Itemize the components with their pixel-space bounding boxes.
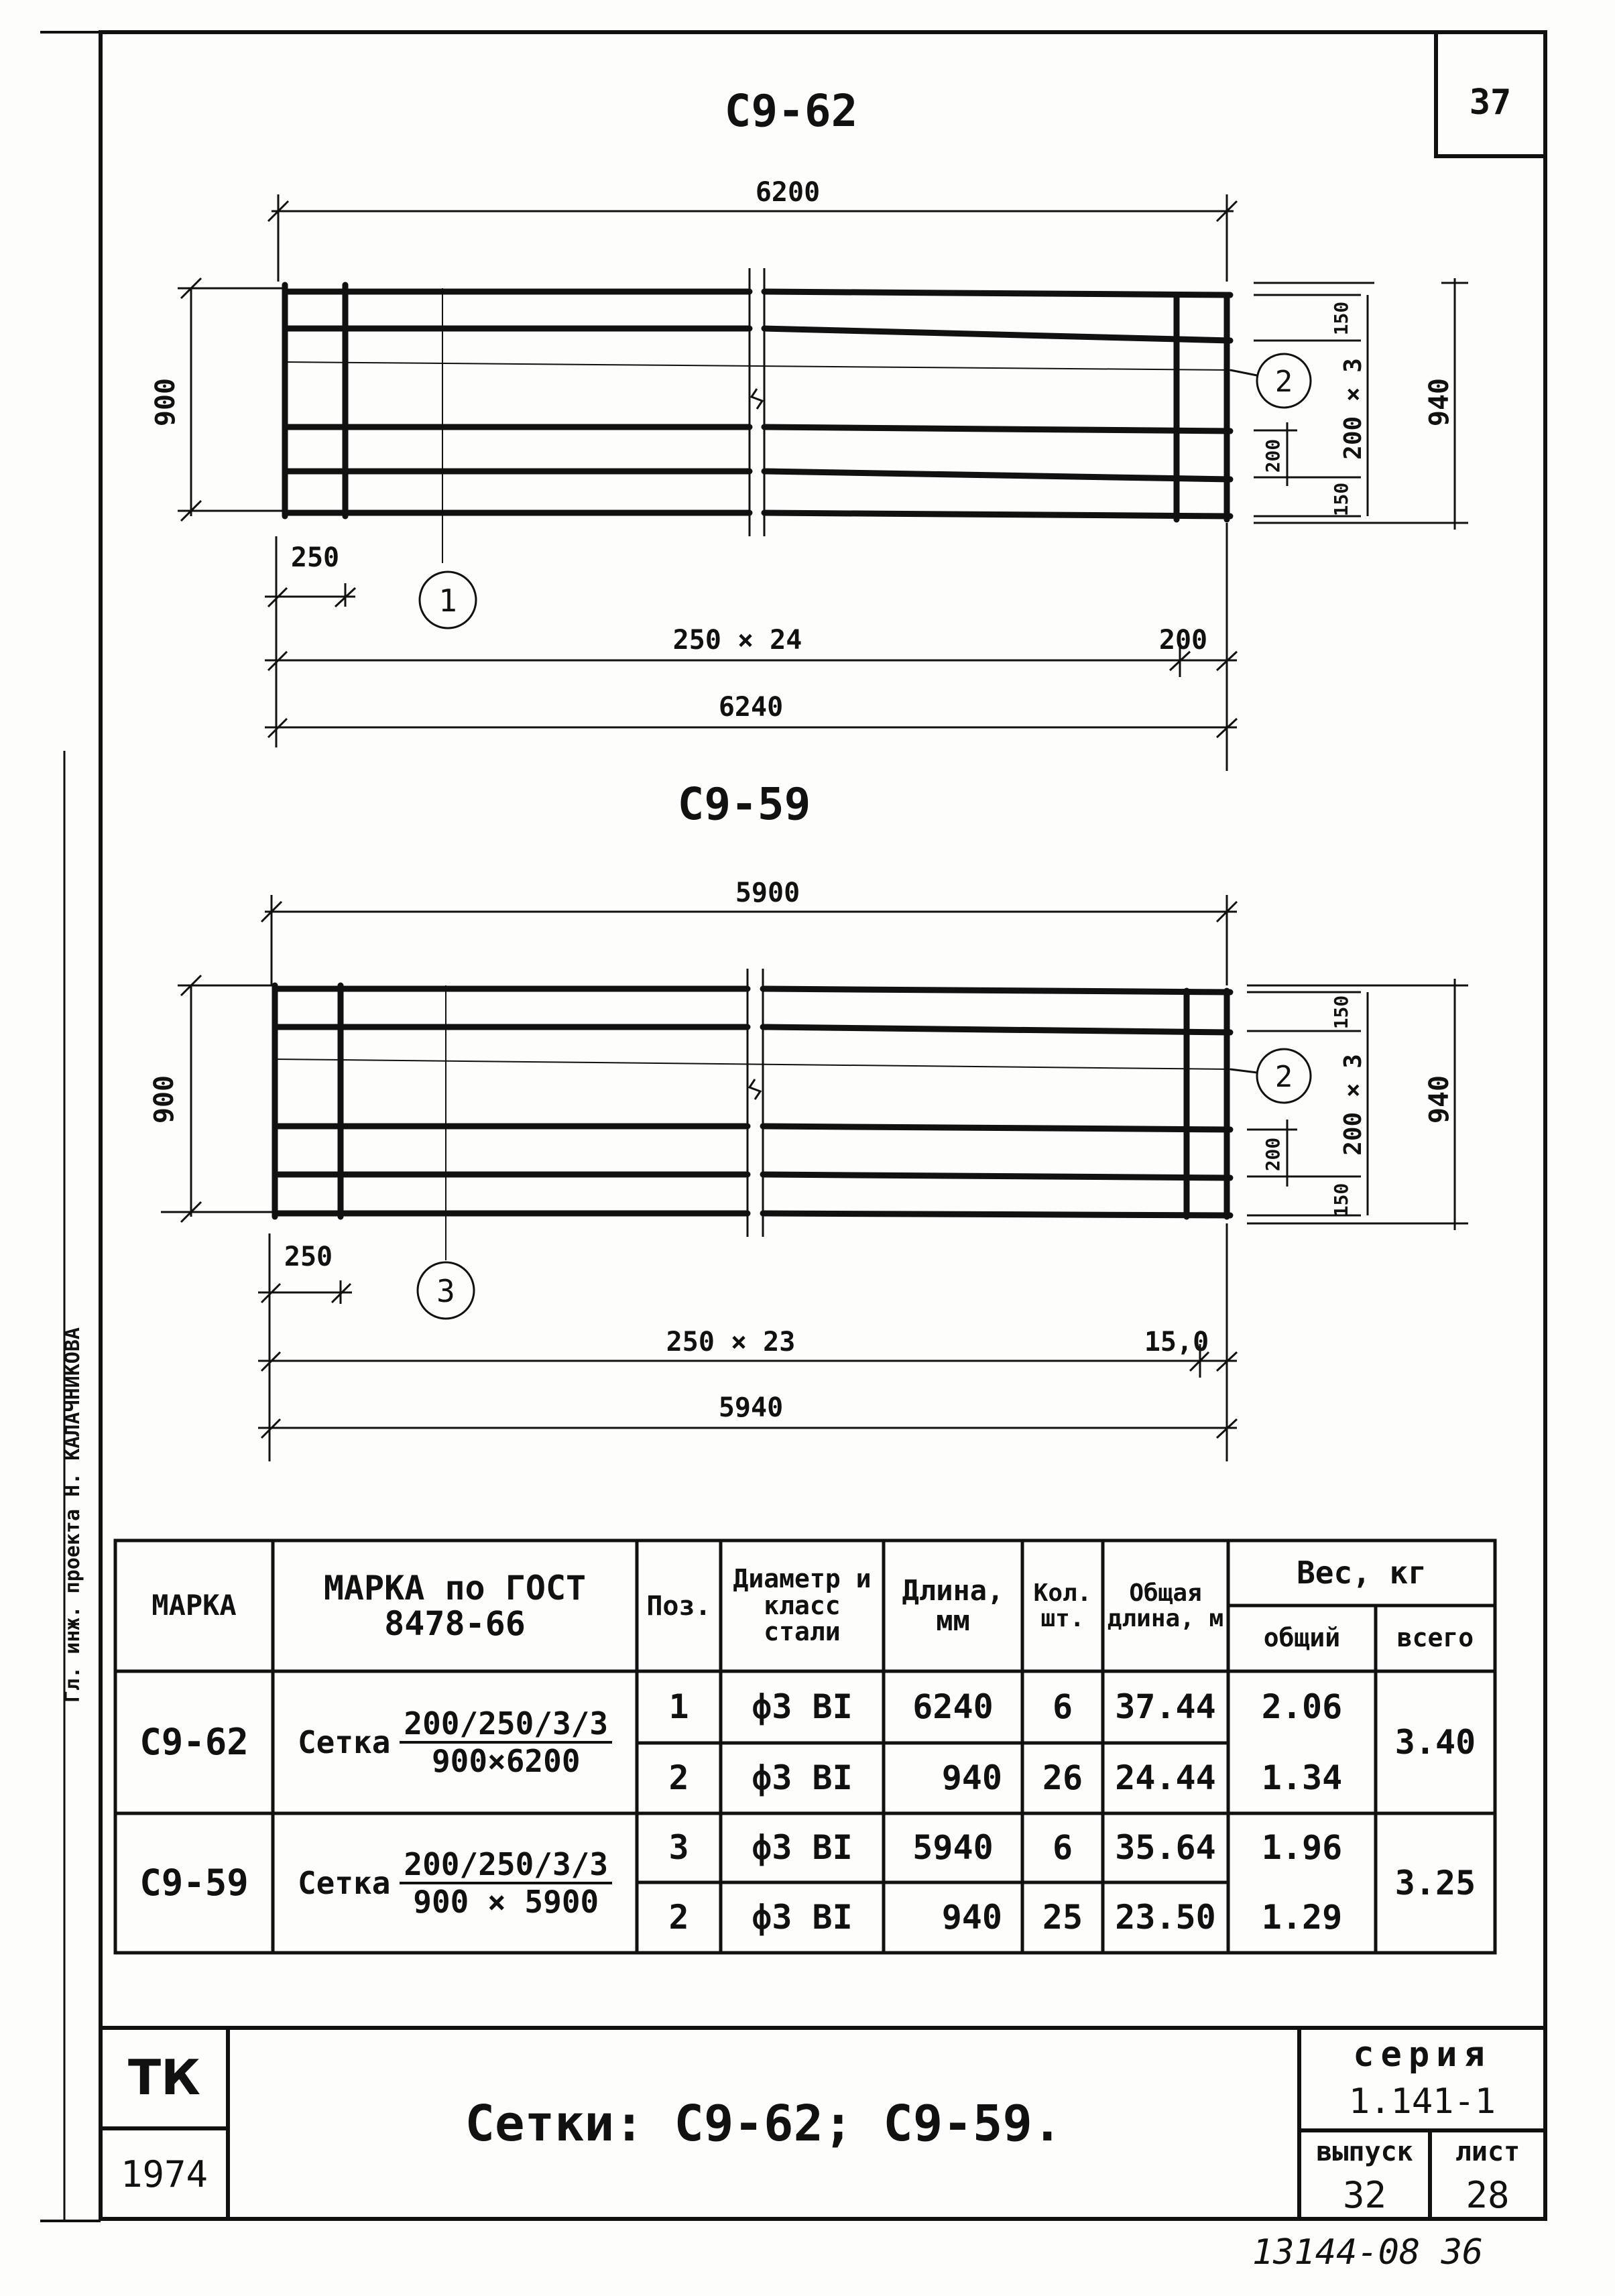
step-left: 250 xyxy=(290,542,340,573)
drawing-title: С9-59 xyxy=(677,778,811,830)
cell-length: 940 xyxy=(941,1898,1002,1937)
stamp-title: Сетки: С9-62; С9-59. xyxy=(465,2095,1063,2153)
fraction-numerator: 200/250/3/3 xyxy=(400,1707,612,1744)
cell-total-length: 35.64 xyxy=(1115,1828,1216,1868)
right-dim-200: 200 xyxy=(1262,1137,1284,1172)
cell-length: 5940 xyxy=(912,1828,994,1868)
header-weight-total: общий xyxy=(1263,1623,1341,1653)
cell-diameter: ф3 ВI xyxy=(752,1758,853,1798)
right-dim-bottom: 150 xyxy=(1330,1183,1352,1217)
stamp-issue-label: выпуск xyxy=(1316,2136,1413,2167)
row-product xyxy=(273,1671,637,1813)
side-note: Гл. инж. проекта Н. КАЛАЧНИКОВА xyxy=(61,1327,84,1703)
stamp-series-value: 1.141-1 xyxy=(1348,2081,1496,2122)
cell-length: 940 xyxy=(941,1758,1002,1798)
cell-diameter: ф3 ВI xyxy=(752,1828,853,1868)
fraction-numerator: 200/250/3/3 xyxy=(400,1848,612,1884)
cell-pos: 1 xyxy=(668,1687,689,1727)
stamp-series-label: серия xyxy=(1353,2034,1492,2075)
header-length: Длина, мм xyxy=(902,1574,1004,1637)
mesh-drawing-c9-59 xyxy=(149,778,1468,1461)
position-label-3: 3 xyxy=(436,1273,455,1309)
header-weight: Вес, кг xyxy=(1297,1555,1427,1591)
stamp-year: 1974 xyxy=(120,2153,208,2195)
cell-diameter: ф3 ВI xyxy=(752,1687,853,1727)
overall-length-bottom: 5940 xyxy=(718,1392,784,1423)
cell-length: 6240 xyxy=(912,1687,994,1727)
overall-length-top: 5900 xyxy=(735,878,800,908)
position-label-2: 2 xyxy=(1274,1060,1293,1094)
cell-total-weight: 3.40 xyxy=(1394,1722,1476,1762)
row-marka: С9-59 xyxy=(139,1861,249,1904)
position-label-1: 1 xyxy=(438,583,457,619)
footer-note: 13144-08 36 xyxy=(1252,2232,1484,2273)
right-dim-step: 200 × 3 xyxy=(1339,358,1367,460)
height-right: 940 xyxy=(1424,1075,1455,1124)
product-fraction xyxy=(400,1848,612,1919)
header-diameter: Диаметр и класс стали xyxy=(733,1563,872,1647)
fraction-denominator: 900 × 5900 xyxy=(413,1884,599,1920)
header-total-length: Общая длина, м xyxy=(1107,1579,1224,1632)
sheet-number: 37 xyxy=(1469,82,1512,123)
stamp-issue-value: 32 xyxy=(1342,2173,1387,2216)
fraction-denominator: 900×6200 xyxy=(431,1743,581,1779)
header-pos: Поз. xyxy=(646,1590,711,1622)
stamp-sheet-label: лист xyxy=(1455,2136,1520,2167)
height-left: 900 xyxy=(150,377,181,427)
stamp-sheet-value: 28 xyxy=(1466,2173,1510,2216)
right-dim-top: 150 xyxy=(1330,301,1352,336)
cell-total-length: 24.44 xyxy=(1115,1758,1216,1798)
cell-weight: 1.96 xyxy=(1261,1828,1343,1868)
end-dim: 200 xyxy=(1158,625,1208,656)
cell-weight: 1.34 xyxy=(1261,1758,1343,1798)
cell-qty: 26 xyxy=(1042,1758,1083,1798)
height-left: 900 xyxy=(149,1075,180,1124)
mesh-drawing-c9-62 xyxy=(150,85,1468,771)
cell-pos: 2 xyxy=(668,1898,689,1937)
position-label-2: 2 xyxy=(1274,365,1293,399)
right-dim-step: 200 × 3 xyxy=(1339,1054,1367,1156)
header-marka: МАРКА xyxy=(152,1589,237,1622)
cell-weight: 2.06 xyxy=(1261,1687,1343,1727)
product-name: Сетка xyxy=(297,1724,391,1760)
cell-qty: 6 xyxy=(1052,1828,1073,1868)
row-marka: С9-62 xyxy=(139,1720,249,1763)
cell-pos: 2 xyxy=(668,1758,689,1798)
overall-length-bottom: 6240 xyxy=(718,692,784,723)
header-qty: Кол. шт. xyxy=(1033,1579,1092,1632)
product-fraction xyxy=(400,1707,612,1778)
step-count-label: 250 × 23 xyxy=(666,1327,796,1357)
height-right: 940 xyxy=(1424,377,1455,427)
header-weight-all: всего xyxy=(1396,1623,1474,1653)
drawing-title: С9-62 xyxy=(724,85,858,137)
cell-pos: 3 xyxy=(668,1828,689,1868)
cell-diameter: ф3 ВI xyxy=(752,1898,853,1937)
cell-total-length: 37.44 xyxy=(1115,1687,1216,1727)
step-count-label: 250 × 24 xyxy=(672,625,802,656)
cell-total-weight: 3.25 xyxy=(1394,1863,1476,1902)
product-name: Сетка xyxy=(297,1864,391,1901)
overall-length-top: 6200 xyxy=(755,177,821,208)
cell-total-length: 23.50 xyxy=(1115,1898,1216,1937)
end-dim: 15,0 xyxy=(1144,1327,1209,1357)
stamp-org: ТК xyxy=(128,2049,200,2106)
step-left: 250 xyxy=(284,1242,333,1272)
right-dim-200: 200 xyxy=(1262,438,1284,473)
right-dim-top: 150 xyxy=(1330,995,1352,1030)
row-product xyxy=(273,1813,637,1953)
header-gost: МАРКА по ГОСТ 8478-66 xyxy=(323,1569,587,1643)
cell-qty: 6 xyxy=(1052,1687,1073,1727)
cell-weight: 1.29 xyxy=(1261,1898,1343,1937)
right-dim-bottom: 150 xyxy=(1330,482,1352,517)
cell-qty: 25 xyxy=(1042,1898,1083,1937)
